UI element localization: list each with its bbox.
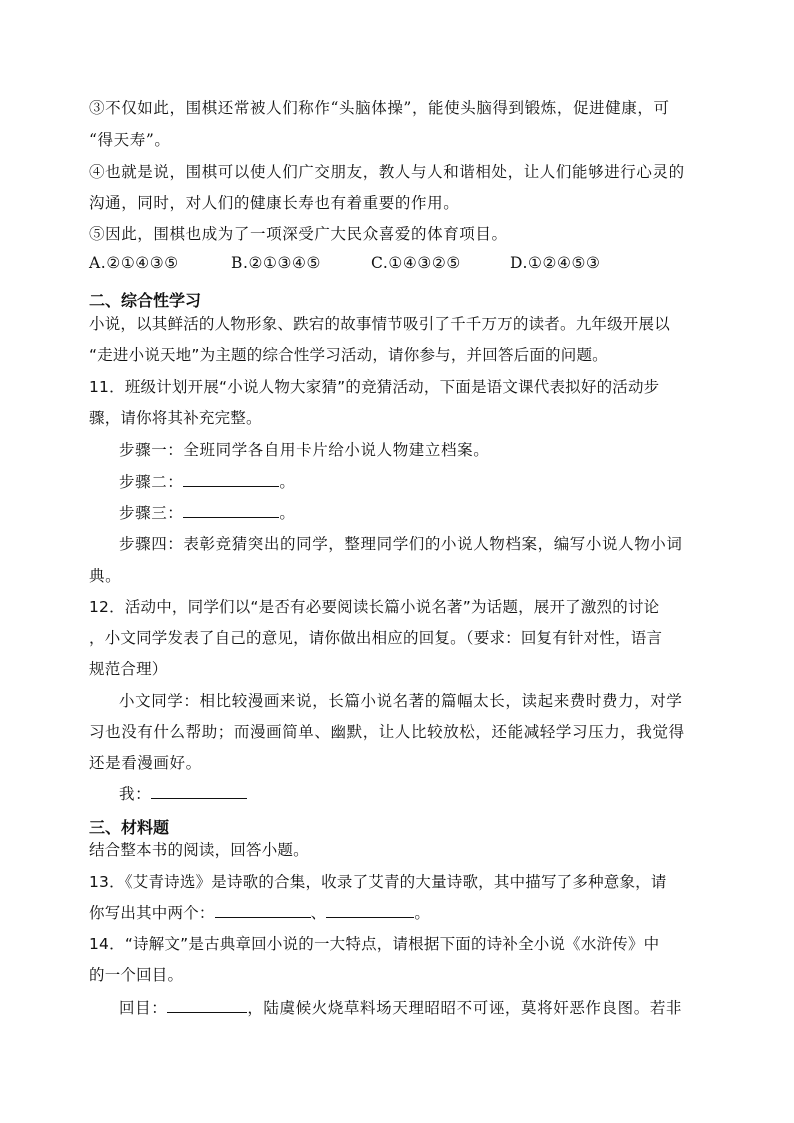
section-2-intro-line-2: “走进小说天地”为主题的综合性学习活动，请你参与，并回答后面的问题。 [89,346,608,364]
question-11-line-2: 骤，请你将其补充完整。 [89,409,262,427]
question-13-period: 。 [414,904,431,922]
option-b: B.②①③④⑤ [231,254,321,272]
question-12-line-3: 规范合理） [89,660,168,678]
question-13-line-2 [89,901,430,923]
section-2-intro-line-1: 小说，以其鲜活的人物形象、跌宕的故事情节吸引了千千万万的读者。九年级开展以 [89,315,670,333]
step-3-period: 。 [279,504,296,522]
question-12-line-1: 12．活动中，同学们以“是否有必要阅读长篇小说名著”为话题，展开了激烈的讨论 [89,598,660,616]
question-13-prompt: 你写出其中两个： [89,904,215,922]
xiaowen-opinion-line-1: 小文同学：相比较漫画来说，长篇小说名著的篇幅太长，读起来费时费力，对学 [119,692,683,710]
question-13-blank-1[interactable] [215,903,311,918]
my-reply-blank[interactable] [151,784,247,799]
option-a: A.②①④③⑤ [89,254,179,272]
my-reply [119,782,247,804]
step-2-period: 。 [279,473,296,491]
step-4-line-2: 典。 [89,567,122,585]
paragraph-3-line-1: ③不仅如此，围棋还常被人们称作“头脑体操”，能使头脑得到锻炼，促进健康，可 [89,99,670,117]
question-12-line-2: ，小文同学发表了自己的意见，请你做出相应的回复。（要求：回复有针对性，语言 [89,629,663,647]
question-13-line-1: 13．《艾青诗选》是诗歌的合集，收录了艾青的大量诗歌，其中描写了多种意象，请 [89,873,667,891]
question-11-line-1: 11．班级计划开展“小说人物大家猜”的竞猜活动，下面是语文课代表拟好的活动步 [89,378,660,396]
question-14-line-1: 14．“诗解文”是古典章回小说的一大特点，请根据下面的诗补全小说《水浒传》中 [89,935,660,953]
question-14-line-2: 的一个回目。 [89,966,184,984]
question-13-separator: 、 [310,904,327,922]
step-2-label: 步骤二： [119,473,184,491]
paragraph-4-line-1: ④也就是说，围棋可以使人们广交朋友，教人与人和谐相处，让人们能够进行心灵的 [89,163,685,181]
question-13-blank-2[interactable] [326,903,414,918]
chapter-title-line [119,996,682,1018]
xiaowen-opinion-line-2: 习也没有什么帮助；而漫画简单、幽默，让人比较放松，还能减轻学习压力，我觉得 [89,723,685,741]
option-d: D.①②④⑤③ [510,254,601,272]
chapter-title-blank[interactable] [167,998,247,1013]
section-3-intro: 结合整本书的阅读，回答小题。 [89,841,309,859]
section-2-heading: 二、综合性学习 [89,291,202,310]
chapter-title-poem: ，陆虞候火烧草料场天理昭昭不可诬，莫将奸恶作良图。若非 [247,999,683,1017]
paragraph-3-line-2: “得天寿”。 [89,131,171,149]
xiaowen-opinion-line-3: 还是看漫画好。 [89,754,202,772]
section-3-heading: 三、材料题 [89,818,170,837]
step-2-answer-blank[interactable] [183,472,279,487]
step-4-line-1: 步骤四：表彰竞猜突出的同学，整理同学们的小说人物档案，编写小说人物小词 [119,535,683,553]
chapter-title-label: 回目： [119,999,168,1017]
my-reply-label: 我： [119,785,152,803]
step-2 [119,470,296,492]
paragraph-5: ⑤因此，围棋也成为了一项深受广大民众喜爱的体育项目。 [89,225,508,243]
step-3 [119,501,296,523]
paragraph-4-line-2: 沟通，同时，对人们的健康长寿也有着重要的作用。 [89,194,460,212]
step-1: 步骤一：全班同学各自用卡片给小说人物建立档案。 [119,441,490,459]
step-3-label: 步骤三： [119,504,184,522]
step-3-answer-blank[interactable] [183,503,279,518]
option-c: C.①④③②⑤ [371,254,461,272]
